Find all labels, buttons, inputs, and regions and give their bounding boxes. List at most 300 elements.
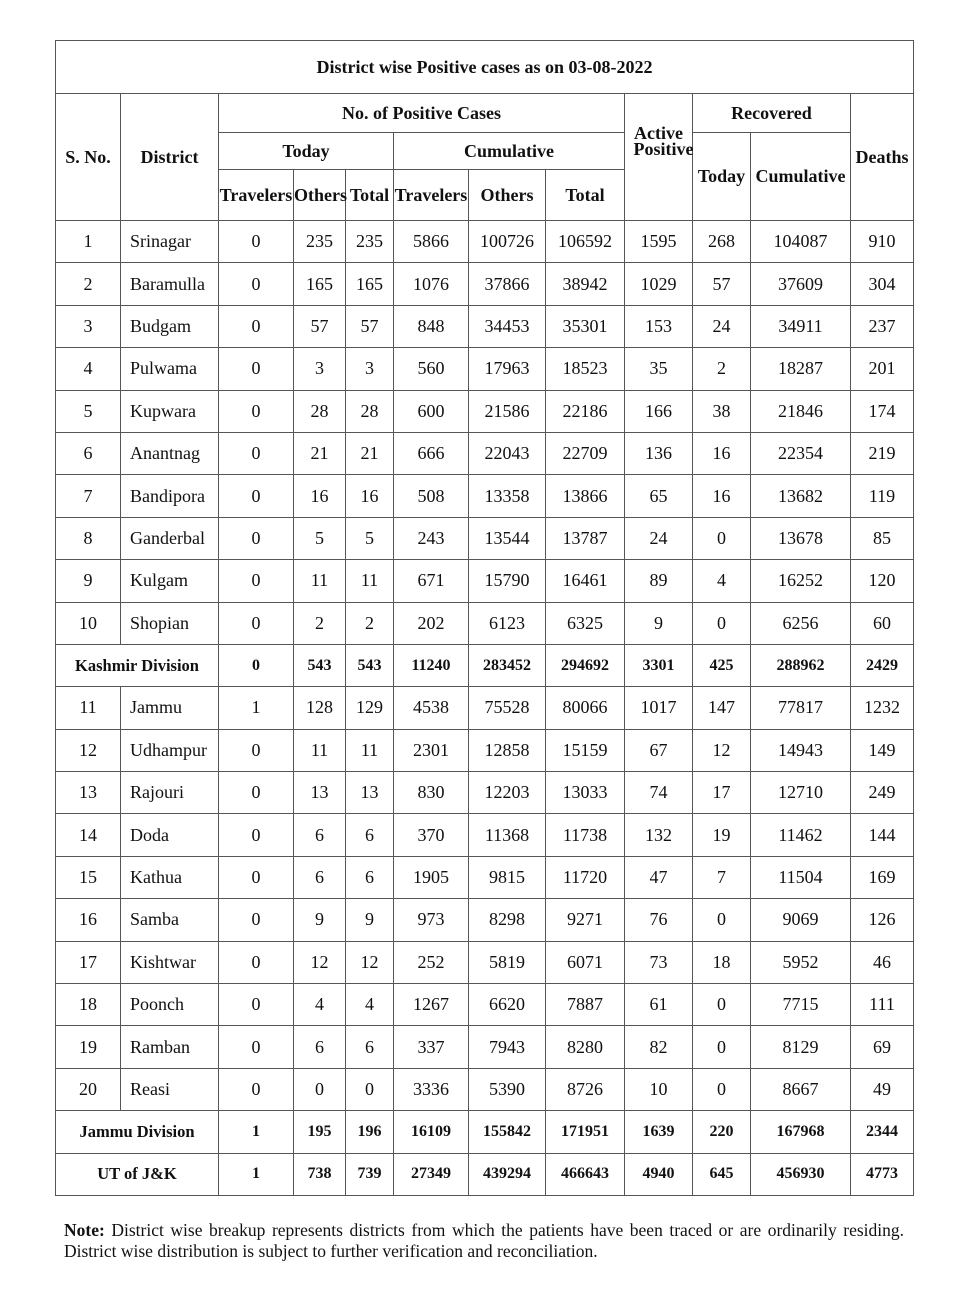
cell-today-others: 128	[294, 687, 346, 729]
cell-recovered-cumulative: 18287	[751, 348, 851, 390]
cell-recovered-today: 7	[693, 856, 751, 898]
cell-district: Kathua	[121, 856, 219, 898]
footnote-label: Note:	[64, 1220, 105, 1240]
cell-cumulative-others: 34453	[469, 305, 546, 347]
table-row	[56, 475, 914, 517]
header-positive-cases: No. of Positive Cases	[219, 94, 625, 133]
cell-recovered-cumulative: 14943	[751, 729, 851, 771]
cell-recovered-today: 0	[693, 602, 751, 644]
cell-sno: 7	[56, 475, 121, 517]
cell-today-total: 739	[346, 1153, 394, 1195]
cell-cumulative-total: 22186	[546, 390, 625, 432]
cell-cumulative-total: 11720	[546, 856, 625, 898]
cell-today-total: 3	[346, 348, 394, 390]
cell-recovered-today: 0	[693, 1026, 751, 1068]
cell-today-others: 16	[294, 475, 346, 517]
cell-sno: 15	[56, 856, 121, 898]
cell-today-others: 9	[294, 899, 346, 941]
table-row	[56, 602, 914, 644]
cell-recovered-cumulative: 5952	[751, 941, 851, 983]
cell-recovered-today: 24	[693, 305, 751, 347]
cell-today-travelers: 1	[219, 1153, 294, 1195]
table-row	[56, 814, 914, 856]
cell-sno: 18	[56, 984, 121, 1026]
cell-today-travelers: 0	[219, 772, 294, 814]
cell-recovered-today: 19	[693, 814, 751, 856]
cell-today-travelers: 0	[219, 1026, 294, 1068]
cell-today-others: 5	[294, 517, 346, 559]
cell-sno: 6	[56, 432, 121, 474]
cell-recovered-cumulative: 288962	[751, 644, 851, 686]
cell-sno: 8	[56, 517, 121, 559]
cell-deaths: 120	[851, 560, 914, 602]
cell-today-others: 12	[294, 941, 346, 983]
cell-sno: 2	[56, 263, 121, 305]
cell-deaths: 169	[851, 856, 914, 898]
cell-today-others: 57	[294, 305, 346, 347]
table-row	[56, 1068, 914, 1110]
cell-sno: 17	[56, 941, 121, 983]
cell-deaths: 910	[851, 221, 914, 263]
cell-active-positive: 67	[625, 729, 693, 771]
cell-cumulative-total: 13866	[546, 475, 625, 517]
cell-active-positive: 74	[625, 772, 693, 814]
cell-deaths: 237	[851, 305, 914, 347]
cell-sno: 20	[56, 1068, 121, 1110]
cell-recovered-today: 16	[693, 432, 751, 474]
cell-cumulative-travelers: 3336	[394, 1068, 469, 1110]
cell-active-positive: 47	[625, 856, 693, 898]
cell-cumulative-others: 13544	[469, 517, 546, 559]
cell-district: Ramban	[121, 1026, 219, 1068]
cell-today-others: 543	[294, 644, 346, 686]
cell-today-travelers: 0	[219, 517, 294, 559]
cell-active-positive: 73	[625, 941, 693, 983]
header-recovered-today: Today	[693, 133, 751, 221]
header-active-positive	[625, 94, 693, 221]
cell-cumulative-travelers: 830	[394, 772, 469, 814]
cell-cumulative-travelers: 560	[394, 348, 469, 390]
cell-active-positive: 65	[625, 475, 693, 517]
cell-cumulative-travelers: 11240	[394, 644, 469, 686]
cell-active-positive: 82	[625, 1026, 693, 1068]
header-cumulative: Cumulative	[394, 133, 625, 170]
cell-active-positive: 166	[625, 390, 693, 432]
cell-today-total: 543	[346, 644, 394, 686]
cell-today-total: 16	[346, 475, 394, 517]
cell-today-total: 0	[346, 1068, 394, 1110]
cell-active-positive: 76	[625, 899, 693, 941]
cell-cumulative-travelers: 1076	[394, 263, 469, 305]
cell-cumulative-others: 37866	[469, 263, 546, 305]
cell-deaths: 2344	[851, 1111, 914, 1153]
cell-deaths: 60	[851, 602, 914, 644]
cell-today-others: 0	[294, 1068, 346, 1110]
table-body	[56, 221, 914, 1196]
table-row	[56, 856, 914, 898]
cell-cumulative-others: 22043	[469, 432, 546, 474]
cell-today-total: 165	[346, 263, 394, 305]
cell-today-travelers: 0	[219, 475, 294, 517]
cell-today-travelers: 0	[219, 644, 294, 686]
table-row	[56, 729, 914, 771]
cell-today-others: 21	[294, 432, 346, 474]
cell-active-positive: 136	[625, 432, 693, 474]
cell-today-total: 12	[346, 941, 394, 983]
kashmir-division-total-row	[56, 644, 914, 686]
cell-cumulative-travelers: 600	[394, 390, 469, 432]
cell-cumulative-travelers: 508	[394, 475, 469, 517]
cell-deaths: 69	[851, 1026, 914, 1068]
cell-cumulative-total: 9271	[546, 899, 625, 941]
cell-cumulative-travelers: 848	[394, 305, 469, 347]
cell-active-positive: 3301	[625, 644, 693, 686]
cell-sno: 19	[56, 1026, 121, 1068]
report-title: District wise Positive cases as on 03-08-2022	[56, 41, 914, 94]
cell-active-positive: 9	[625, 602, 693, 644]
cell-today-total: 6	[346, 1026, 394, 1068]
cell-active-positive: 4940	[625, 1153, 693, 1195]
cell-recovered-today: 0	[693, 984, 751, 1026]
cell-cumulative-others: 6123	[469, 602, 546, 644]
cell-deaths: 304	[851, 263, 914, 305]
cell-cumulative-total: 80066	[546, 687, 625, 729]
cell-active-positive: 61	[625, 984, 693, 1026]
cell-cumulative-travelers: 2301	[394, 729, 469, 771]
cell-cumulative-travelers: 202	[394, 602, 469, 644]
cell-recovered-today: 147	[693, 687, 751, 729]
cell-recovered-today: 425	[693, 644, 751, 686]
header-cumulative-total: Total	[546, 170, 625, 221]
cell-cumulative-others: 5390	[469, 1068, 546, 1110]
footnote	[64, 1220, 904, 1262]
cell-district: Ganderbal	[121, 517, 219, 559]
cell-district: Pulwama	[121, 348, 219, 390]
cell-cumulative-others: 8298	[469, 899, 546, 941]
cell-active-positive: 1017	[625, 687, 693, 729]
cell-recovered-cumulative: 16252	[751, 560, 851, 602]
cell-cumulative-total: 8726	[546, 1068, 625, 1110]
cell-today-others: 6	[294, 814, 346, 856]
cell-recovered-cumulative: 34911	[751, 305, 851, 347]
cell-today-travelers: 0	[219, 221, 294, 263]
cell-today-total: 6	[346, 856, 394, 898]
cell-recovered-cumulative: 12710	[751, 772, 851, 814]
cell-today-others: 3	[294, 348, 346, 390]
cell-recovered-cumulative: 37609	[751, 263, 851, 305]
table-row	[56, 305, 914, 347]
cell-cumulative-travelers: 243	[394, 517, 469, 559]
cell-sno: 11	[56, 687, 121, 729]
cell-total-label: Jammu Division	[56, 1111, 219, 1153]
cell-cumulative-total: 6325	[546, 602, 625, 644]
cell-recovered-today: 0	[693, 899, 751, 941]
cell-district: Reasi	[121, 1068, 219, 1110]
cell-cumulative-travelers: 1905	[394, 856, 469, 898]
cell-cumulative-travelers: 252	[394, 941, 469, 983]
cell-recovered-today: 220	[693, 1111, 751, 1153]
cell-recovered-cumulative: 22354	[751, 432, 851, 474]
cell-recovered-today: 2	[693, 348, 751, 390]
table-row	[56, 263, 914, 305]
cell-cumulative-travelers: 1267	[394, 984, 469, 1026]
cell-today-total: 9	[346, 899, 394, 941]
cell-recovered-cumulative: 6256	[751, 602, 851, 644]
table-row	[56, 687, 914, 729]
cell-today-total: 5	[346, 517, 394, 559]
cell-deaths: 249	[851, 772, 914, 814]
cell-deaths: 46	[851, 941, 914, 983]
cell-deaths: 1232	[851, 687, 914, 729]
cell-sno: 3	[56, 305, 121, 347]
cell-recovered-cumulative: 8129	[751, 1026, 851, 1068]
cell-district: Srinagar	[121, 221, 219, 263]
cell-deaths: 85	[851, 517, 914, 559]
cell-sno: 16	[56, 899, 121, 941]
table-row	[56, 984, 914, 1026]
cell-deaths: 119	[851, 475, 914, 517]
cell-deaths: 4773	[851, 1153, 914, 1195]
cell-cumulative-total: 13787	[546, 517, 625, 559]
cell-today-total: 129	[346, 687, 394, 729]
cell-recovered-today: 38	[693, 390, 751, 432]
cell-recovered-cumulative: 104087	[751, 221, 851, 263]
cell-sno: 4	[56, 348, 121, 390]
cell-recovered-cumulative: 11504	[751, 856, 851, 898]
cell-cumulative-others: 6620	[469, 984, 546, 1026]
cell-today-travelers: 0	[219, 263, 294, 305]
cell-recovered-today: 17	[693, 772, 751, 814]
cell-today-others: 13	[294, 772, 346, 814]
table-row	[56, 432, 914, 474]
table-row	[56, 517, 914, 559]
cell-today-total: 21	[346, 432, 394, 474]
table-row	[56, 390, 914, 432]
cell-today-others: 2	[294, 602, 346, 644]
cell-today-total: 11	[346, 729, 394, 771]
cell-today-total: 4	[346, 984, 394, 1026]
header-cumulative-travelers: Travelers	[394, 170, 469, 221]
cell-district: Doda	[121, 814, 219, 856]
cell-today-total: 6	[346, 814, 394, 856]
cell-active-positive: 1595	[625, 221, 693, 263]
cell-deaths: 201	[851, 348, 914, 390]
cell-cumulative-others: 15790	[469, 560, 546, 602]
cell-today-total: 57	[346, 305, 394, 347]
cell-today-travelers: 0	[219, 729, 294, 771]
header-sno: S. No.	[56, 94, 121, 221]
cell-cumulative-total: 6071	[546, 941, 625, 983]
cell-today-travelers: 0	[219, 305, 294, 347]
table-row	[56, 560, 914, 602]
cell-recovered-cumulative: 7715	[751, 984, 851, 1026]
cell-active-positive: 89	[625, 560, 693, 602]
cell-sno: 13	[56, 772, 121, 814]
cell-today-others: 28	[294, 390, 346, 432]
table-row	[56, 772, 914, 814]
header-today-total: Total	[346, 170, 394, 221]
cell-recovered-cumulative: 456930	[751, 1153, 851, 1195]
cell-recovered-cumulative: 77817	[751, 687, 851, 729]
header-cumulative-others: Others	[469, 170, 546, 221]
cell-today-travelers: 0	[219, 941, 294, 983]
cell-deaths: 49	[851, 1068, 914, 1110]
header-recovered-cumulative: Cumulative	[751, 133, 851, 221]
header-today-others: Others	[294, 170, 346, 221]
cell-cumulative-travelers: 4538	[394, 687, 469, 729]
cell-deaths: 219	[851, 432, 914, 474]
table-row	[56, 899, 914, 941]
cell-deaths: 111	[851, 984, 914, 1026]
cell-cumulative-others: 21586	[469, 390, 546, 432]
cell-cumulative-others: 75528	[469, 687, 546, 729]
cell-sno: 5	[56, 390, 121, 432]
cell-deaths: 144	[851, 814, 914, 856]
cell-sno: 12	[56, 729, 121, 771]
cell-today-total: 28	[346, 390, 394, 432]
cell-active-positive: 1029	[625, 263, 693, 305]
cell-today-travelers: 1	[219, 687, 294, 729]
cell-cumulative-total: 8280	[546, 1026, 625, 1068]
cell-cumulative-total: 466643	[546, 1153, 625, 1195]
cell-today-others: 4	[294, 984, 346, 1026]
cell-cumulative-others: 12203	[469, 772, 546, 814]
header-deaths: Deaths	[851, 94, 914, 221]
cell-district: Jammu	[121, 687, 219, 729]
cell-district: Poonch	[121, 984, 219, 1026]
cell-active-positive: 10	[625, 1068, 693, 1110]
cell-cumulative-total: 35301	[546, 305, 625, 347]
cell-today-total: 2	[346, 602, 394, 644]
cell-today-travelers: 0	[219, 560, 294, 602]
cell-cumulative-others: 11368	[469, 814, 546, 856]
cell-district: Bandipora	[121, 475, 219, 517]
cell-cumulative-travelers: 16109	[394, 1111, 469, 1153]
cell-recovered-today: 12	[693, 729, 751, 771]
cell-recovered-today: 0	[693, 1068, 751, 1110]
cell-sno: 9	[56, 560, 121, 602]
cell-recovered-today: 18	[693, 941, 751, 983]
cell-today-travelers: 0	[219, 814, 294, 856]
cell-cumulative-total: 22709	[546, 432, 625, 474]
cell-today-others: 6	[294, 1026, 346, 1068]
cell-today-travelers: 0	[219, 1068, 294, 1110]
table-row	[56, 1026, 914, 1068]
cell-today-travelers: 1	[219, 1111, 294, 1153]
cell-today-total: 11	[346, 560, 394, 602]
cell-total-label: Kashmir Division	[56, 644, 219, 686]
cell-active-positive: 24	[625, 517, 693, 559]
cell-cumulative-travelers: 27349	[394, 1153, 469, 1195]
cell-cumulative-travelers: 370	[394, 814, 469, 856]
cell-recovered-cumulative: 13678	[751, 517, 851, 559]
cell-sno: 14	[56, 814, 121, 856]
cell-recovered-cumulative: 167968	[751, 1111, 851, 1153]
cell-cumulative-travelers: 337	[394, 1026, 469, 1068]
cell-cumulative-travelers: 5866	[394, 221, 469, 263]
cell-cumulative-others: 12858	[469, 729, 546, 771]
table-row	[56, 348, 914, 390]
ut-total-row	[56, 1153, 914, 1195]
cell-today-others: 195	[294, 1111, 346, 1153]
cell-recovered-cumulative: 21846	[751, 390, 851, 432]
cell-today-travelers: 0	[219, 348, 294, 390]
cell-deaths: 149	[851, 729, 914, 771]
cell-cumulative-total: 171951	[546, 1111, 625, 1153]
positive-cases-table	[55, 40, 914, 1196]
cell-cumulative-total: 15159	[546, 729, 625, 771]
cell-active-positive: 132	[625, 814, 693, 856]
cell-today-total: 235	[346, 221, 394, 263]
cell-active-positive: 35	[625, 348, 693, 390]
cell-recovered-cumulative: 8667	[751, 1068, 851, 1110]
cell-today-total: 13	[346, 772, 394, 814]
cell-recovered-today: 57	[693, 263, 751, 305]
cell-district: Rajouri	[121, 772, 219, 814]
jammu-division-total-row	[56, 1111, 914, 1153]
footnote-text: District wise breakup represents districts from which the patients have been traced or are ordinarily residing. District wise distribution is subject to further verification and reconciliation.	[64, 1220, 905, 1261]
cell-cumulative-others: 100726	[469, 221, 546, 263]
cell-today-others: 738	[294, 1153, 346, 1195]
cell-deaths: 126	[851, 899, 914, 941]
cell-recovered-today: 16	[693, 475, 751, 517]
cell-today-others: 11	[294, 560, 346, 602]
cell-recovered-today: 645	[693, 1153, 751, 1195]
cell-cumulative-travelers: 671	[394, 560, 469, 602]
cell-cumulative-others: 5819	[469, 941, 546, 983]
cell-today-total: 196	[346, 1111, 394, 1153]
cell-district: Samba	[121, 899, 219, 941]
cell-cumulative-others: 155842	[469, 1111, 546, 1153]
cell-today-travelers: 0	[219, 899, 294, 941]
cell-cumulative-others: 439294	[469, 1153, 546, 1195]
cell-cumulative-others: 9815	[469, 856, 546, 898]
cell-today-travelers: 0	[219, 390, 294, 432]
cell-cumulative-others: 17963	[469, 348, 546, 390]
cell-active-positive: 153	[625, 305, 693, 347]
cell-cumulative-total: 16461	[546, 560, 625, 602]
cell-cumulative-total: 11738	[546, 814, 625, 856]
header-active-positive-label: Active Positive	[633, 122, 694, 159]
cell-recovered-today: 0	[693, 517, 751, 559]
cell-today-travelers: 0	[219, 432, 294, 474]
cell-today-others: 235	[294, 221, 346, 263]
cell-recovered-today: 4	[693, 560, 751, 602]
cell-district: Budgam	[121, 305, 219, 347]
cell-cumulative-total: 18523	[546, 348, 625, 390]
cell-recovered-cumulative: 9069	[751, 899, 851, 941]
cell-district: Kupwara	[121, 390, 219, 432]
cell-cumulative-total: 106592	[546, 221, 625, 263]
cell-district: Baramulla	[121, 263, 219, 305]
cell-cumulative-others: 283452	[469, 644, 546, 686]
cell-district: Kulgam	[121, 560, 219, 602]
cell-today-others: 165	[294, 263, 346, 305]
cell-district: Shopian	[121, 602, 219, 644]
cell-cumulative-travelers: 973	[394, 899, 469, 941]
cell-cumulative-travelers: 666	[394, 432, 469, 474]
cell-district: Anantnag	[121, 432, 219, 474]
cell-cumulative-total: 294692	[546, 644, 625, 686]
header-district: District	[121, 94, 219, 221]
cell-recovered-cumulative: 13682	[751, 475, 851, 517]
cell-cumulative-others: 7943	[469, 1026, 546, 1068]
cell-district: Udhampur	[121, 729, 219, 771]
header-today-travelers: Travelers	[219, 170, 294, 221]
cell-cumulative-total: 13033	[546, 772, 625, 814]
cell-today-others: 11	[294, 729, 346, 771]
cell-active-positive: 1639	[625, 1111, 693, 1153]
